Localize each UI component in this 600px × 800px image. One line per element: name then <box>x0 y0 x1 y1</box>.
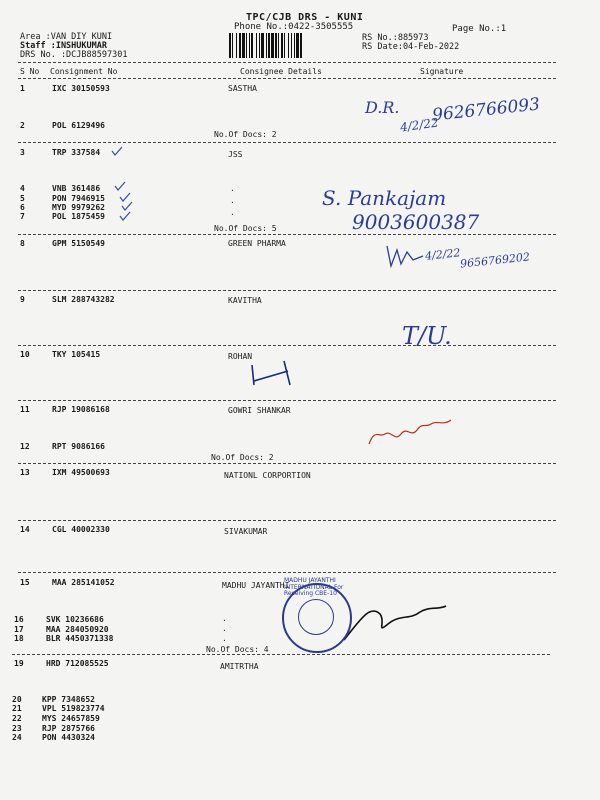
col-header-sno: S No <box>20 67 40 76</box>
row-sno: 10 <box>20 350 30 359</box>
placeholder-dot: . <box>222 614 227 623</box>
consignment-number: KPP 7348652 <box>42 695 95 704</box>
handwritten-signature <box>365 408 455 448</box>
row-sno: 23 <box>12 724 22 733</box>
consignment-number: SLM 288743282 <box>52 295 115 304</box>
phone-number: Phone No.:0422-3505555 <box>234 22 354 32</box>
consignment-number: SVK 10236686 <box>46 615 104 624</box>
consignment-number: GPM 5150549 <box>52 239 105 248</box>
row-sno: 11 <box>20 405 30 414</box>
consignment-number: TRP 337584 <box>52 148 101 157</box>
group-divider <box>18 463 556 464</box>
consignment-number: MYS 24657859 <box>42 714 100 723</box>
group-divider <box>18 142 556 143</box>
checkmark-icon <box>110 145 124 157</box>
rs-date: RS Date:04-Feb-2022 <box>362 42 460 52</box>
handwritten-phone: 9003600387 <box>352 210 480 234</box>
row-sno: 6 <box>20 203 25 212</box>
consignee-name: ROHAN <box>228 352 253 361</box>
barcode <box>229 33 353 58</box>
document-title: TPC/CJB DRS - KUNI <box>246 12 364 23</box>
drs-number: DRS No. :DCJB88597301 <box>20 50 128 60</box>
row-sno: 20 <box>12 695 22 704</box>
row-sno: 3 <box>20 148 25 157</box>
handwritten-signature <box>340 594 450 644</box>
consignment-number: RPT 9086166 <box>52 442 105 451</box>
consignee-name: SASTHA <box>228 84 257 93</box>
consignee-name: JSS <box>228 150 243 159</box>
row-sno: 12 <box>20 442 30 451</box>
consignment-number: HRD 712085525 <box>46 659 109 668</box>
consignment-number: MYD 9979262 <box>52 203 105 212</box>
placeholder-dot: . <box>222 624 227 633</box>
handwritten-signature: T/U. <box>402 322 452 350</box>
consignee-name: KAVITHA <box>228 296 262 305</box>
row-sno: 19 <box>14 659 24 668</box>
consignment-number: POL 6129496 <box>52 121 105 130</box>
row-sno: 9 <box>20 295 25 304</box>
consignment-number: RJP 19086168 <box>52 405 110 414</box>
column-header-divider <box>18 78 556 79</box>
row-sno: 14 <box>20 525 30 534</box>
consignee-name: NATIONL CORPORTION <box>224 471 311 480</box>
consignment-number: POL 1875459 <box>52 212 105 221</box>
handwritten-name: S. Pankajam <box>322 186 447 210</box>
checkmark-icon <box>118 210 132 222</box>
stamp-inner-ring <box>298 599 334 635</box>
docs-count: No.Of Docs: 5 <box>214 224 277 233</box>
row-sno: 21 <box>12 704 22 713</box>
placeholder-dot: . <box>230 184 235 193</box>
group-divider <box>18 572 556 573</box>
consignment-number: PON 7946915 <box>52 194 105 203</box>
consignment-number: PON 4430324 <box>42 733 95 742</box>
handwritten-phone: 9626766093 <box>431 94 541 126</box>
placeholder-dot: . <box>230 196 235 205</box>
row-sno: 2 <box>20 121 25 130</box>
placeholder-dot: . <box>222 634 227 643</box>
group-divider <box>18 345 556 346</box>
handwritten-initials: D.R. <box>365 98 400 117</box>
row-sno: 7 <box>20 212 25 221</box>
row-sno: 5 <box>20 194 25 203</box>
staff-label: Staff :INSHUKUMAR <box>20 41 107 51</box>
group-divider <box>18 290 556 291</box>
consignee-name: SIVAKUMAR <box>224 527 268 536</box>
consignment-number: RJP 2875766 <box>42 724 95 733</box>
header-divider <box>18 62 556 63</box>
row-sno: 4 <box>20 184 25 193</box>
consignment-number: VNB 361486 <box>52 184 101 193</box>
group-divider <box>18 400 556 401</box>
row-sno: 18 <box>14 634 24 643</box>
docs-count: No.Of Docs: 2 <box>211 453 274 462</box>
row-sno: 1 <box>20 84 25 93</box>
row-sno: 24 <box>12 733 22 742</box>
handwritten-signature <box>248 357 308 387</box>
stamp-text: MADHU JAYANTHI INTERNATIONAL For Receiving CBE-10 <box>284 577 344 598</box>
consignee-name: GOWRI SHANKAR <box>228 406 291 415</box>
row-sno: 8 <box>20 239 25 248</box>
placeholder-dot: . <box>230 208 235 217</box>
group-divider <box>12 654 550 655</box>
row-sno: 17 <box>14 625 24 634</box>
group-divider <box>18 520 556 521</box>
consignment-number: MAA 284050920 <box>46 625 109 634</box>
row-sno: 16 <box>14 615 24 624</box>
handwritten-signature <box>385 242 425 270</box>
consignee-name: MADHU JAYANTHI <box>222 581 290 590</box>
col-header-consignment: Consignment No <box>50 67 118 76</box>
handwritten-date: 4/2/22 <box>424 246 461 263</box>
group-divider <box>18 234 556 235</box>
row-sno: 13 <box>20 468 30 477</box>
docs-count: No.Of Docs: 4 <box>206 645 269 654</box>
consignment-number: BLR 4450371338 <box>46 634 114 643</box>
consignee-name: AMITRTHA <box>220 662 259 671</box>
row-sno: 22 <box>12 714 22 723</box>
consignment-number: MAA 285141052 <box>52 578 115 587</box>
area-label: Area :VAN DIY KUNI <box>20 32 113 42</box>
handwritten-phone: 9656769202 <box>459 250 531 271</box>
handwritten-date: 4/2/22 <box>399 115 440 135</box>
consignment-number: VPL 519823774 <box>42 704 105 713</box>
consignee-name: GREEN PHARMA <box>228 239 286 248</box>
col-header-consignee: Consignee Details <box>240 67 322 76</box>
page-number: Page No.:1 <box>452 24 507 34</box>
docs-count: No.Of Docs: 2 <box>214 130 277 139</box>
row-sno: 15 <box>20 578 30 587</box>
rs-number: RS No.:885973 <box>362 33 429 43</box>
consignment-number: IXC 30150593 <box>52 84 110 93</box>
col-header-signature: Signature <box>420 67 464 76</box>
consignment-number: CGL 40002330 <box>52 525 110 534</box>
consignment-number: TKY 105415 <box>52 350 101 359</box>
consignment-number: IXM 49500693 <box>52 468 110 477</box>
